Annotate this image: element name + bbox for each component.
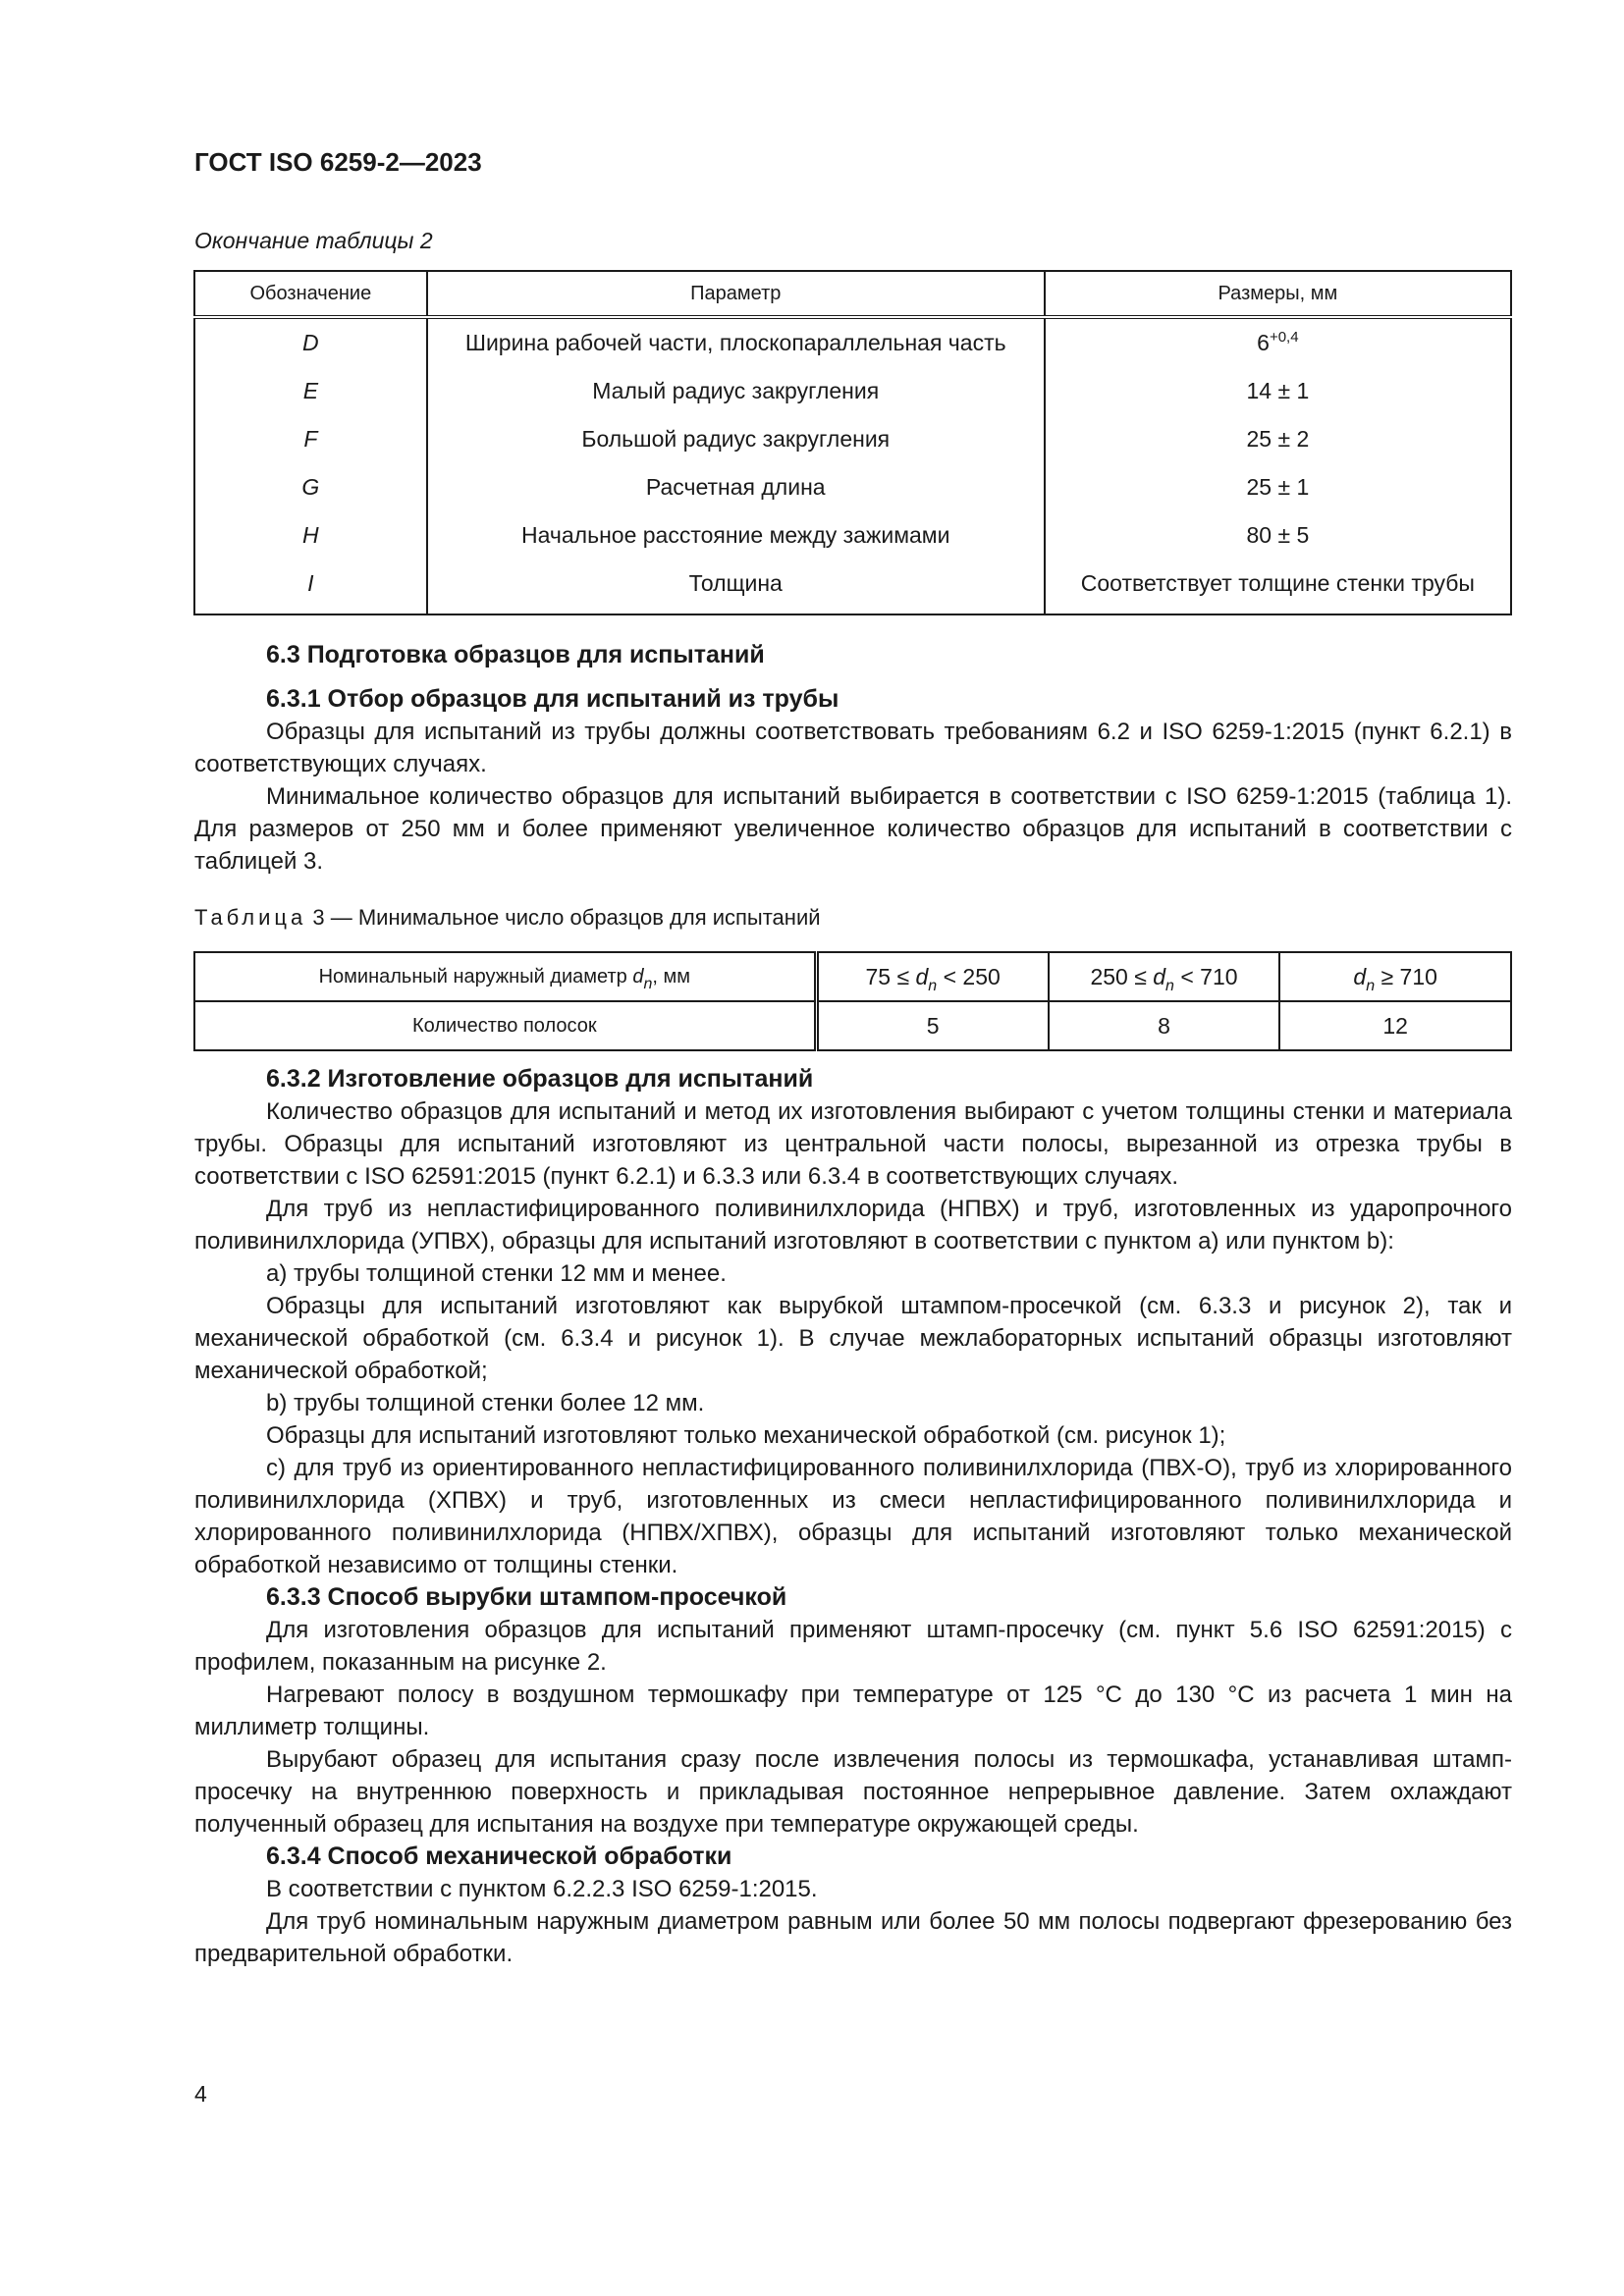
paragraph: Количество образцов для испытаний и метод их изготовления выбирают с учетом толщины стенки и материала трубы. Образцы для испытаний изготовляют из центральной части полосы, вырезанной из отрезка трубы в соответствии с ISO 62591:2015 (пункт 6.2.1) и 6.3.3 или 6.3.4 в соответствующих случаях. <box>194 1098 1512 1190</box>
paragraph: Для труб из непластифицированного поливинилхлорида (НПВХ) и труб, изготовленных из ударопрочного поливинилхлорида (УПВХ), образцы для испытаний изготовляют в соответствии с пунктом а) или пунктом b): <box>194 1196 1512 1255</box>
subsection-heading: 6.3.1 Отбор образцов для испытаний из трубы <box>266 685 839 713</box>
parameter-cell: Большой радиус закругления <box>427 415 1045 463</box>
count-cell: 5 <box>816 1001 1049 1050</box>
paragraph: Образцы для испытаний изготовляют как вырубкой штампом-просечкой (см. 6.3.3 и рисунок 2), так и механической обработкой (см. 6.3.4 и рисунок 1). В случае межлабораторных испытаний образцы изготовляют механической обработкой; <box>194 1293 1512 1384</box>
table-row <box>194 511 1511 560</box>
sections-6-3-2-to-6-3-4 <box>194 1063 1512 1970</box>
table-row <box>194 952 1511 1001</box>
symbol-cell: H <box>194 511 427 560</box>
size-cell <box>1045 317 1511 367</box>
table-row <box>194 415 1511 463</box>
paragraph: Образцы для испытаний изготовляют только механической обработкой (см. рисунок 1); <box>266 1422 1226 1449</box>
subsection-heading: 6.3.3 Способ вырубки штампом-просечкой <box>266 1583 787 1611</box>
paragraph: Образцы для испытаний из трубы должны соответствовать требованиям 6.2 и ISO 6259-1:2015 (пункт 6.2.1) в соответствующих случаях. <box>194 719 1512 777</box>
row-label-cell: Номинальный наружный диаметр $d_n$, мм <box>194 952 816 1001</box>
table-caption-text: 3 — Минимальное число образцов для испытаний <box>312 905 821 930</box>
section-6-3 <box>194 639 1512 878</box>
subsection-heading: 6.3.2 Изготовление образцов для испытаний <box>266 1065 814 1093</box>
paragraph: а) трубы толщиной стенки 12 мм и менее. <box>266 1260 727 1287</box>
range-cell: $250 \le d_n < 710$ <box>1049 952 1280 1001</box>
table-header-row <box>194 271 1511 317</box>
size-cell: 25 ± 2 <box>1246 426 1310 452</box>
paragraph: Минимальное количество образцов для испытаний выбирается в соответствии с ISO 6259-1:2015 (таблица 1). Для размеров от 250 мм и более применяют увеличенное количество образцов для испытаний в соответствии с таблицей 3. <box>194 783 1512 875</box>
document-code: ГОСТ ISO 6259-2—2023 <box>194 147 482 177</box>
paragraph: b) трубы толщиной стенки более 12 мм. <box>266 1390 705 1416</box>
parameter-cell: Расчетная длина <box>427 463 1045 511</box>
table-3 <box>193 951 1512 1051</box>
parameter-cell: Начальное расстояние между зажимами <box>427 511 1045 560</box>
paragraph: Вырубают образец для испытания сразу после извлечения полосы из термошкафа, устанавливая штамп-просечку на внутреннюю поверхность и прикладывая постоянное непрерывное давление. Затем охлаждают полученный образец для испытания на воздухе при температуре окружающей среды. <box>194 1746 1512 1838</box>
table-caption-label: Таблица <box>194 905 307 930</box>
table-row <box>194 367 1511 415</box>
symbol-cell: I <box>194 560 427 614</box>
size-cell: 80 ± 5 <box>1246 522 1310 548</box>
column-header: Размеры, мм <box>1045 271 1511 317</box>
symbol-cell: F <box>194 415 427 463</box>
column-header: Параметр <box>427 271 1045 317</box>
table-row <box>194 317 1511 367</box>
paragraph: Нагревают полосу в воздушном термошкафу при температуре от 125 °С до 130 °С из расчета 1 мин на миллиметр толщины. <box>194 1682 1512 1740</box>
size-cell: 25 ± 1 <box>1246 474 1310 500</box>
subsection-heading: 6.3.4 Способ механической обработки <box>266 1842 732 1870</box>
symbol-cell: D <box>194 317 427 367</box>
size-cell: 14 ± 1 <box>1246 378 1310 403</box>
section-heading: 6.3 Подготовка образцов для испытаний <box>266 641 765 668</box>
page-number: 4 <box>194 2081 207 2107</box>
symbol-cell: E <box>194 367 427 415</box>
table-row <box>194 463 1511 511</box>
parameter-cell: Толщина <box>427 560 1045 614</box>
range-cell: $75 \le d_n < 250$ <box>816 952 1049 1001</box>
size-cell: Соответствует толщине стенки трубы <box>1080 570 1475 596</box>
row-label-cell: Количество полосок <box>194 1001 816 1050</box>
size-base: 6 <box>1257 330 1270 355</box>
table-row <box>194 1001 1511 1050</box>
count-cell: 8 <box>1049 1001 1280 1050</box>
paragraph: Для изготовления образцов для испытаний применяют штамп-просечку (см. пункт 5.6 ISO 62591:2015) с профилем, показанным на рисунке 2. <box>194 1617 1512 1676</box>
symbol-cell: G <box>194 463 427 511</box>
parameter-cell: Малый радиус закругления <box>427 367 1045 415</box>
count-cell: 12 <box>1382 1012 1408 1039</box>
table-2 <box>193 270 1512 615</box>
paragraph: Для труб номинальным наружным диаметром равным или более 50 мм полосы подвергают фрезерованию без предварительной обработки. <box>194 1908 1512 1967</box>
column-header: Обозначение <box>194 271 427 317</box>
table-3-caption <box>194 905 821 931</box>
paragraph: c) для труб из ориентированного непластифицированного поливинилхлорида (ПВХ-О), труб из хлорированного поливинилхлорида (ХПВХ) и труб, изготовленных из смеси непластифицированного поливинилхлорида и хлорированного поливинилхлорида (НПВХ/ХПВХ), образцы для испытаний изготовляют только механической обработкой независимо от толщины стенки. <box>194 1455 1512 1578</box>
table-continuation-label: Окончание таблицы 2 <box>194 228 433 253</box>
parameter-cell: Ширина рабочей части, плоскопараллельная часть <box>427 317 1045 367</box>
paragraph: В соответствии с пунктом 6.2.2.3 ISO 6259-1:2015. <box>266 1876 818 1902</box>
size-tolerance: +0,4 <box>1269 329 1299 346</box>
range-cell: $d_n \ge 710$ <box>1279 952 1511 1001</box>
table-row <box>194 560 1511 614</box>
